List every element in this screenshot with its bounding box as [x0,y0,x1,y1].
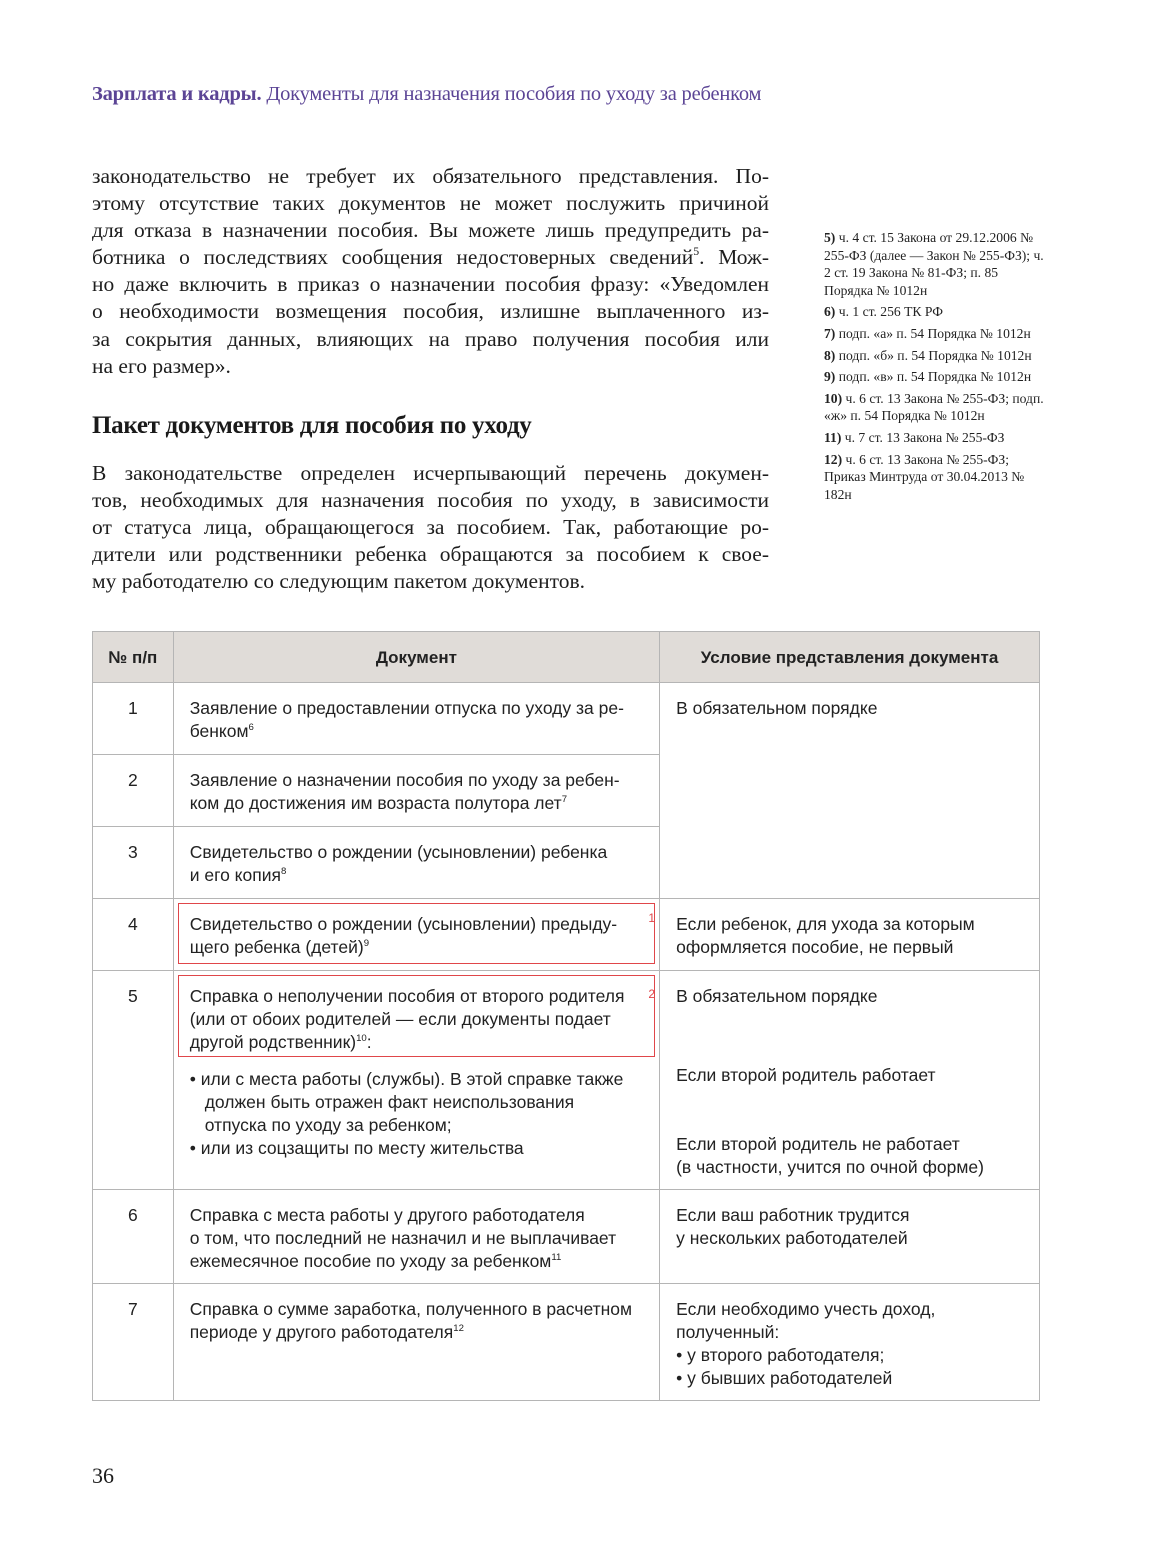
sidenote [824,390,1049,425]
sidenote [824,303,1049,321]
text-line: В законодательстве определен исчерпывающий перечень докумен- [92,461,769,485]
running-head-section: Зарплата и кадры. [92,83,262,105]
column-header-condition: Условие представления документа [660,632,1040,683]
text-line: но даже включить в приказ о назначении пособия фразу: «Уведомлен [92,272,769,297]
text-line: о необходимости возмещения пособия, излишне выплаченного из- [92,299,769,324]
text-line: должен быть отражен факт неиспользования [204,1092,575,1112]
highlight-label: 1 [648,911,656,925]
text-line: за сокрытия данных, влияющих на право получения пособия или [92,326,769,351]
sidenote-number: 5) [824,230,836,245]
text-line: Если ребенок, для ухода за которым [676,914,975,934]
table-row [93,1284,1040,1401]
document-cell [173,1284,659,1401]
text-line: Если второй родитель не работает [676,1134,960,1154]
column-header-document: Документ [173,632,659,683]
text-line [92,244,769,271]
row-number: 3 [93,827,174,899]
footnote-ref[interactable]: 6 [248,721,254,733]
text-line: или из соцзащиты по месту жительства [200,1138,524,1158]
condition-cell [660,971,1040,1190]
text-segment: ботника о последствиях сообщения недостоверных сведений [92,245,694,270]
text-line: Справка с места работы у другого работодателя [189,1205,585,1225]
text-line: Если необходимо учесть доход, [676,1299,936,1319]
text-line: бенком [189,721,249,741]
text-line: ежемесячное пособие по уходу за ребенком [189,1251,552,1271]
sidenote-number: 8) [824,347,836,363]
text-line: дители или родственники ребенка обращаются за пособием к свое- [92,542,769,567]
condition-cell: В обязательном порядке [660,683,1040,899]
sidenote-number: 10) [824,390,843,406]
table-row [93,899,1040,971]
text-line: Свидетельство о рождении (усыновлении) предыду- [189,914,618,934]
sidenote [824,347,1049,365]
sidenote [824,429,1049,447]
text-line: периоде у другого работодателя [189,1322,454,1342]
text-line: другой родственник) [189,1032,357,1052]
text-line: тов, необходимых для назначения пособия по уходу, в зависимости [92,488,769,513]
page-number: 36 [92,1463,114,1488]
footnote-ref[interactable]: 11 [551,1251,562,1263]
document-cell [173,683,659,755]
sidenote-text: ч. 4 ст. 15 Закона от 29.12.2006 № 255-ФЗ (далее — Закон № 255-ФЗ); ч. 2 ст. 19 Закона № 81-ФЗ; п. 85 Порядка № 1012н [824,230,1044,298]
running-head [92,83,761,106]
document-cell [173,755,659,827]
bullet-item: • у второго работодателя; [676,1344,1023,1367]
table-row [93,1190,1040,1284]
text-line: отпуска по уходу за ребенком; [204,1115,452,1135]
text-line: от статуса лица, обращающегося за пособием. Так, работающие ро- [92,515,769,540]
sidenote-number: 12) [824,451,843,467]
condition-cell [660,1190,1040,1284]
sidenote [824,229,1049,299]
text-line: у нескольких работодателей [676,1228,908,1248]
footnote-ref[interactable]: 10 [356,1032,367,1044]
sidenote [824,325,1049,343]
text-line: полученный: [676,1322,780,1342]
footnote-ref[interactable]: 9 [363,937,370,949]
paragraph-intro [92,163,769,380]
sidenote-text: подп. «а» п. 54 Порядка № 1012н [838,325,1031,341]
running-head-title: Документы для назначения пособия по уходу за ребенком [266,83,762,105]
sidenotes [824,229,1049,507]
text-line: ком до достижения им возраста полутора лет [189,793,562,813]
row-number: 7 [93,1284,174,1401]
paragraph-package [92,460,769,595]
text-line: (или от обоих родителей — если документы подает [189,1009,611,1029]
column-header-number: № п/п [93,632,174,683]
text-line: му работодателю со следующим пакетом документов. [92,569,585,594]
text-line: на его размер». [92,353,231,378]
table-row [93,683,1040,755]
document-cell [173,899,659,971]
bullet-item [190,1137,643,1160]
text-line: щего ребенка (детей) [189,937,364,957]
bullet-item: • у бывших работодателей [676,1367,1023,1390]
text-line: для отказа в назначении пособия. Вы можете лишь предупредить ра- [92,218,769,243]
text-line: и его копия [189,865,281,885]
text-segment: . Мож- [699,245,770,270]
footnote-ref[interactable]: 8 [280,865,287,877]
row-number: 1 [93,683,174,755]
text-line: В обязательном порядке [676,986,878,1006]
text-line: оформляется пособие, не первый [676,937,954,957]
text-line: о том, что последний не назначил и не выплачивает [189,1228,617,1248]
sidenote-text: ч. 7 ст. 13 Закона № 255-ФЗ [844,429,1005,445]
sidenote-text: подп. «б» п. 54 Порядка № 1012н [838,347,1032,363]
document-cell [173,1190,659,1284]
text-line: Справка о сумме заработка, полученного в расчетном [189,1299,633,1319]
bullet-item [190,1068,643,1137]
text-line: Свидетельство о рождении (усыновлении) ребенка [189,842,608,862]
text-line: Справка о неполучении пособия от второго родителя [189,986,625,1006]
footnote-ref[interactable]: 5 [693,244,700,259]
sidenote-text: ч. 6 ст. 13 Закона № 255-ФЗ; подп. «ж» п. 54 Порядка № 1012н [824,390,1044,424]
sidenote-number: 7) [824,325,836,341]
sidenote-text: подп. «в» п. 54 Порядка № 1012н [838,369,1032,385]
sidenote-number: 6) [824,304,836,320]
text-line: Если ваш работник трудится [676,1205,910,1225]
row-number: 6 [93,1190,174,1284]
sidenote [824,451,1049,504]
document-cell [173,971,659,1190]
text-segment: : [366,1032,372,1052]
row-number: 2 [93,755,174,827]
row-number: 5 [93,971,174,1190]
documents-table [92,631,1040,1401]
condition-cell [660,899,1040,971]
text-line: (в частности, учится по очной форме) [676,1157,984,1177]
sidenote [824,368,1049,386]
document-cell [173,827,659,899]
table-row [93,971,1040,1190]
text-line: этому отсутствие таких документов не может послужить причиной [92,191,769,216]
text-line: Если второй родитель работает [676,1065,936,1085]
condition-cell [660,1284,1040,1401]
table-header-row [93,632,1040,683]
section-heading: Пакет документов для пособия по уходу [92,412,532,439]
sidenote-number: 11) [824,429,842,445]
text-line: или с места работы (службы). В этой справке также [200,1069,624,1089]
highlight-label: 2 [648,987,656,1001]
row-number: 4 [93,899,174,971]
footnote-ref[interactable]: 12 [453,1322,464,1334]
sidenote-number: 9) [824,369,836,385]
sidenote-text: ч. 6 ст. 13 Закона № 255-ФЗ; Приказ Минтруда от 30.04.2013 № 182н [824,451,1025,502]
footnote-ref[interactable]: 7 [561,793,568,805]
text-line: Заявление о назначении пособия по уходу за ребен- [189,770,620,790]
text-line: законодательство не требует их обязательного представления. По- [92,164,769,188]
sidenote-text: ч. 1 ст. 256 ТК РФ [838,304,943,320]
text-line: Заявление о предоставлении отпуска по уходу за ре- [189,698,624,718]
